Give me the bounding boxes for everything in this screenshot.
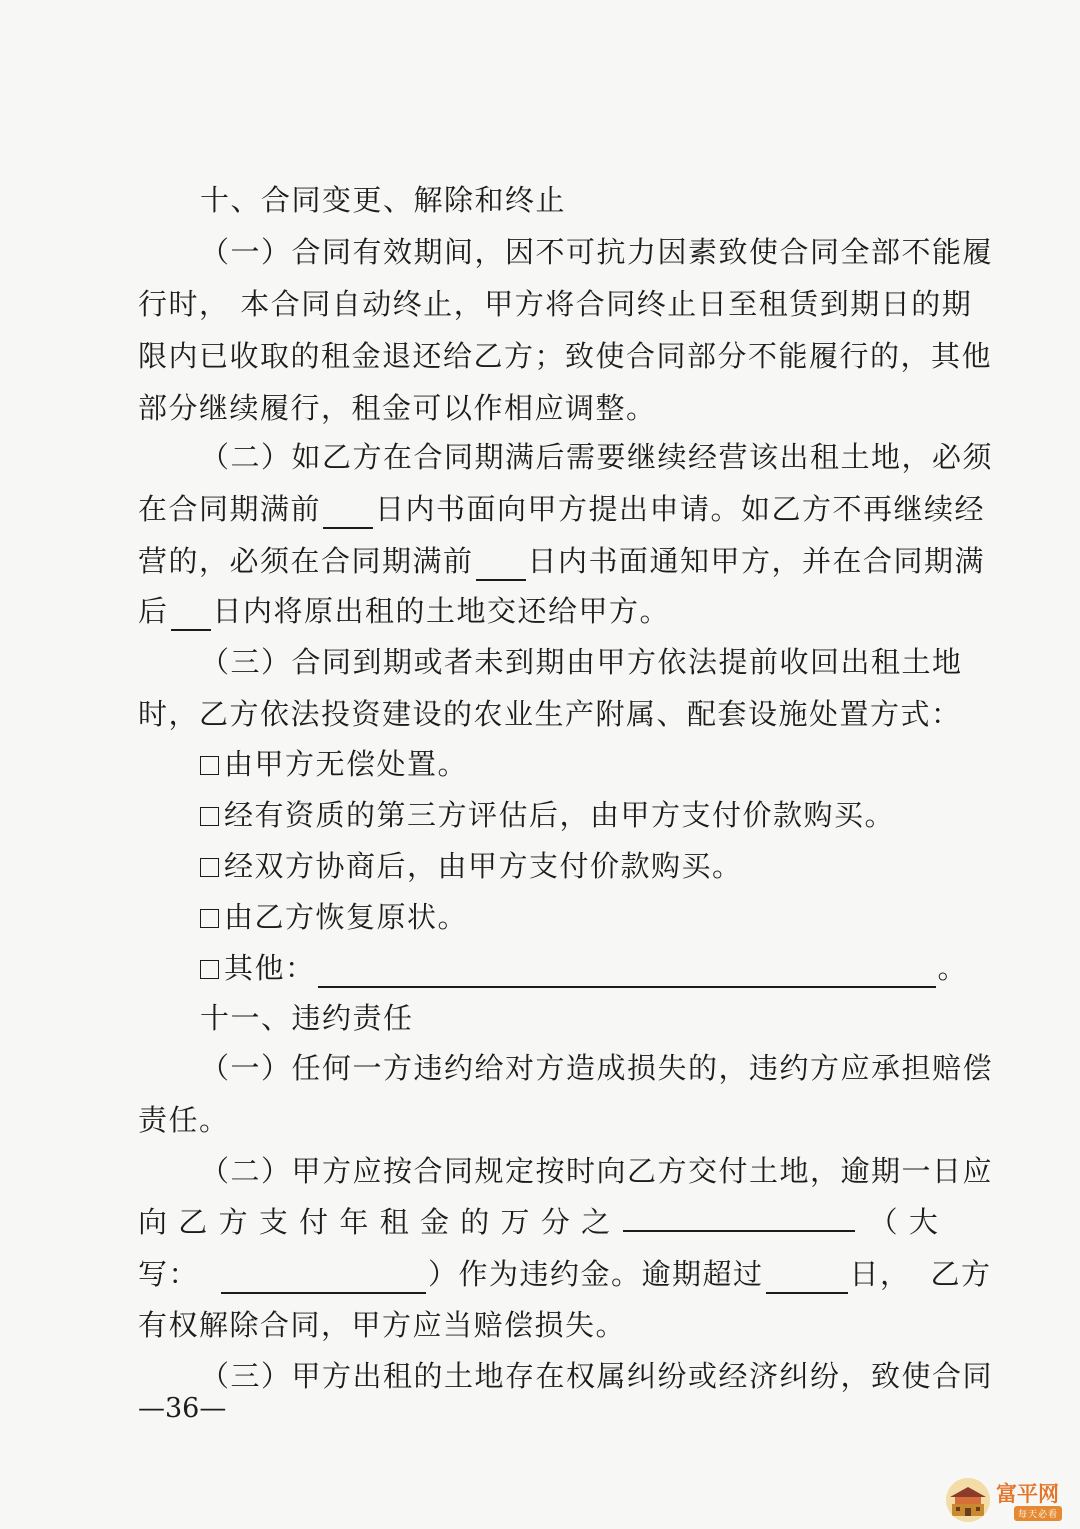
penalty-ratio-blank xyxy=(623,1202,855,1232)
disposal-option-2 xyxy=(200,795,940,835)
section-10-clause-1-line-4: 部分继续履行，租金可以作相应调整。 xyxy=(138,391,657,425)
section-10-clause-1-line-3: 限内已收取的租金退还给乙方；致使合同部分不能履行的，其他 xyxy=(138,339,993,373)
return-days-blank xyxy=(171,601,211,631)
clause-text: 乙方 xyxy=(930,1257,992,1291)
section-10-clause-3-line-1: （三）合同到期或者未到期由甲方依法提前收回出租土地 xyxy=(200,645,963,679)
option-label: 由甲方无偿处置。 xyxy=(224,747,469,781)
checkbox-icon[interactable] xyxy=(200,807,219,826)
page-number: —36— xyxy=(138,1393,227,1424)
clause-char: （ xyxy=(868,1205,898,1239)
section-11-clause-2-line-2 xyxy=(138,1202,938,1242)
clause-text: ）作为违约金。逾期超过 xyxy=(428,1257,764,1291)
watermark-tagline: 每天必看 xyxy=(1014,1506,1062,1521)
clause-char: 乙 xyxy=(178,1205,208,1239)
option-label: 经有资质的第三方评估后，由甲方支付价款购买。 xyxy=(224,798,896,832)
clause-text: 日， xyxy=(849,1257,911,1291)
clause-text: 营的，必须在合同期满前 xyxy=(138,544,474,578)
watermark-name: 富平网 xyxy=(996,1482,1059,1506)
section-10-clause-1-line-1: （一）合同有效期间，因不可抗力因素致使合同全部不能履 xyxy=(200,235,994,269)
section-11-clause-1-line-2: 责任。 xyxy=(138,1103,230,1137)
checkbox-icon[interactable] xyxy=(200,756,219,775)
section-10-clause-3-line-2: 时，乙方依法投资建设的农业生产附属、配套设施处置方式： xyxy=(138,697,962,731)
clause-char: 万 xyxy=(500,1205,530,1239)
section-10-clause-2-line-1: （二）如乙方在合同期满后需要继续经营该出租土地，必须 xyxy=(200,440,994,474)
clause-text: 。 xyxy=(937,951,969,985)
section-11-clause-2-line-3 xyxy=(138,1254,992,1294)
clause-text: 写： xyxy=(138,1257,200,1291)
section-10-clause-2-line-3 xyxy=(138,541,986,581)
checkbox-icon[interactable] xyxy=(200,858,219,877)
clause-char: 金 xyxy=(419,1205,449,1239)
section-10-clause-2-line-2 xyxy=(138,489,986,529)
clause-char: 大 xyxy=(908,1205,938,1239)
section-10-title: 十、合同变更、解除和终止 xyxy=(200,183,567,217)
disposal-option-4 xyxy=(200,897,940,937)
clause-text: 日内书面向甲方提出申请。如乙方不再继续经 xyxy=(375,492,986,526)
site-watermark xyxy=(946,1478,1072,1524)
section-10-clause-1-line-2: 行时， 本合同自动终止，甲方将合同终止日至租赁到期日的期 xyxy=(138,287,973,321)
section-11-title: 十一、违约责任 xyxy=(200,1001,414,1035)
option-label: 其他： xyxy=(224,951,316,985)
disposal-option-3 xyxy=(200,846,940,886)
renewal-days-blank xyxy=(323,499,373,529)
clause-char: 分 xyxy=(540,1205,570,1239)
clause-char: 的 xyxy=(460,1205,490,1239)
city-gate-icon xyxy=(946,1478,990,1522)
section-11-clause-3-line-1: （三）甲方出租的土地存在权属纠纷或经济纠纷，致使合同 xyxy=(200,1359,994,1393)
disposal-option-5 xyxy=(200,948,969,988)
clause-text: 日内将原出租的土地交还给甲方。 xyxy=(212,594,671,628)
section-11-clause-2-line-4: 有权解除合同，甲方应当赔偿损失。 xyxy=(138,1308,627,1342)
overdue-days-blank xyxy=(766,1264,848,1294)
other-method-blank xyxy=(318,958,936,988)
clause-char: 付 xyxy=(299,1205,329,1239)
clause-char: 向 xyxy=(138,1205,168,1239)
option-label: 经双方协商后，由甲方支付价款购买。 xyxy=(224,849,743,883)
section-10-clause-2-line-4 xyxy=(138,591,938,631)
clause-char: 方 xyxy=(218,1205,248,1239)
clause-text: 在合同期满前 xyxy=(138,492,322,526)
clause-char: 支 xyxy=(258,1205,288,1239)
penalty-uppercase-blank xyxy=(221,1264,426,1294)
option-label: 由乙方恢复原状。 xyxy=(224,900,469,934)
clause-text: 后 xyxy=(138,594,169,628)
clause-char: 之 xyxy=(581,1205,611,1239)
clause-char: 年 xyxy=(339,1205,369,1239)
notice-days-blank xyxy=(476,551,526,581)
disposal-option-1 xyxy=(200,744,940,784)
clause-text: 日内书面通知甲方，并在合同期满 xyxy=(527,544,986,578)
section-11-clause-2-line-1: （二）甲方应按合同规定按时向乙方交付土地，逾期一日应 xyxy=(200,1154,994,1188)
checkbox-icon[interactable] xyxy=(200,909,219,928)
section-11-clause-1-line-1: （一）任何一方违约给对方造成损失的，违约方应承担赔偿 xyxy=(200,1051,994,1085)
clause-char: 租 xyxy=(379,1205,409,1239)
checkbox-icon[interactable] xyxy=(200,960,219,979)
